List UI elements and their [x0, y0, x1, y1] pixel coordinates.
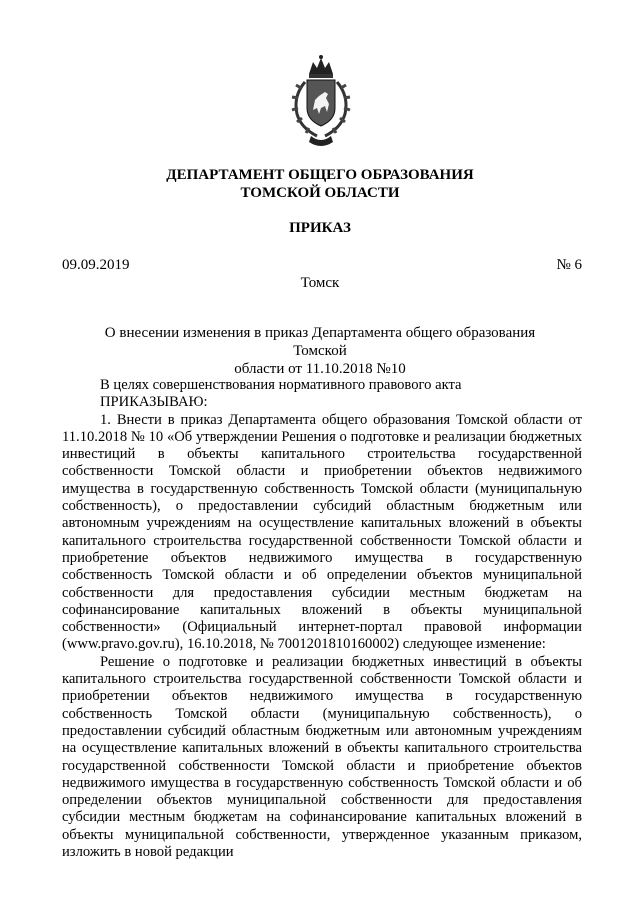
- order-subject: [100, 324, 540, 378]
- order-city: Томск: [300, 275, 340, 291]
- order-word: ПРИКАЗЫВАЮ:: [100, 394, 208, 411]
- item-1-text-paragraph: Решение о подготовке и реализации бюджетных инвестиций в объекты капитального строительства государственной собственности Томской области и приобретении объектов недвижимого имущества в государственную собственность Томской области (муниципальную собственность), о предоставлении субсидий областным бюджетным или автономным учреждениям на осуществление капитальных вложений в объекты капитального строительства государственной собственности Томской области и приобретение объектов недвижимого имущества в государственную собственность Томской области и об определении объектов муниципальной собственности для предоставления субсидии местным бюджетам на софинансирование капитальных вложений в объекты муниципальной собственности, утвержденное указанным приказом, изложить в новой редакции: [62, 653, 582, 861]
- department-name-line1: ДЕПАРТАМЕНТ ОБЩЕГО ОБРАЗОВАНИЯ: [166, 167, 474, 183]
- item-1-paragraph: 1. Внести в приказ Департамента общего образования Томской области от 11.10.2018 № 10 «Об утверждении Решения о подготовке и реализации бюджетных инвестиций в объекты капитального строительства государственной собственности Томской области и приобретении объектов недвижимого имущества в государственную собственность Томской области (муниципальную собственность), о предоставлении субсидий областным бюджетным или автономным учреждениям на осуществление капитальных вложений в объекты капитального строительства государственной собственности Томской области и приобретение объектов недвижимого имущества в государственную собственность Томской области и об определении объектов муниципальной собственности для предоставления субсидии местным бюджетам на софинансирование капитальных вложений в объекты муниципальной собственности» (Официальный интернет-портал правовой информации (www.pravo.gov.ru), 16.10.2018, № 7001201810160002) следующее изменение:: [62, 411, 582, 653]
- document-type-title: ПРИКАЗ: [289, 220, 351, 236]
- order-body: [62, 377, 582, 861]
- order-number: № 6: [556, 257, 582, 273]
- purpose-paragraph: В целях совершенствования нормативного правового акта: [100, 377, 462, 393]
- order-date: 09.09.2019: [62, 257, 130, 273]
- department-name-line2: ТОМСКОЙ ОБЛАСТИ: [240, 185, 400, 201]
- subject-line2: области от 11.10.2018 №10: [234, 361, 406, 377]
- coat-of-arms-icon: [283, 52, 359, 152]
- subject-line1: О внесении изменения в приказ Департамента общего образования Томской: [104, 325, 536, 359]
